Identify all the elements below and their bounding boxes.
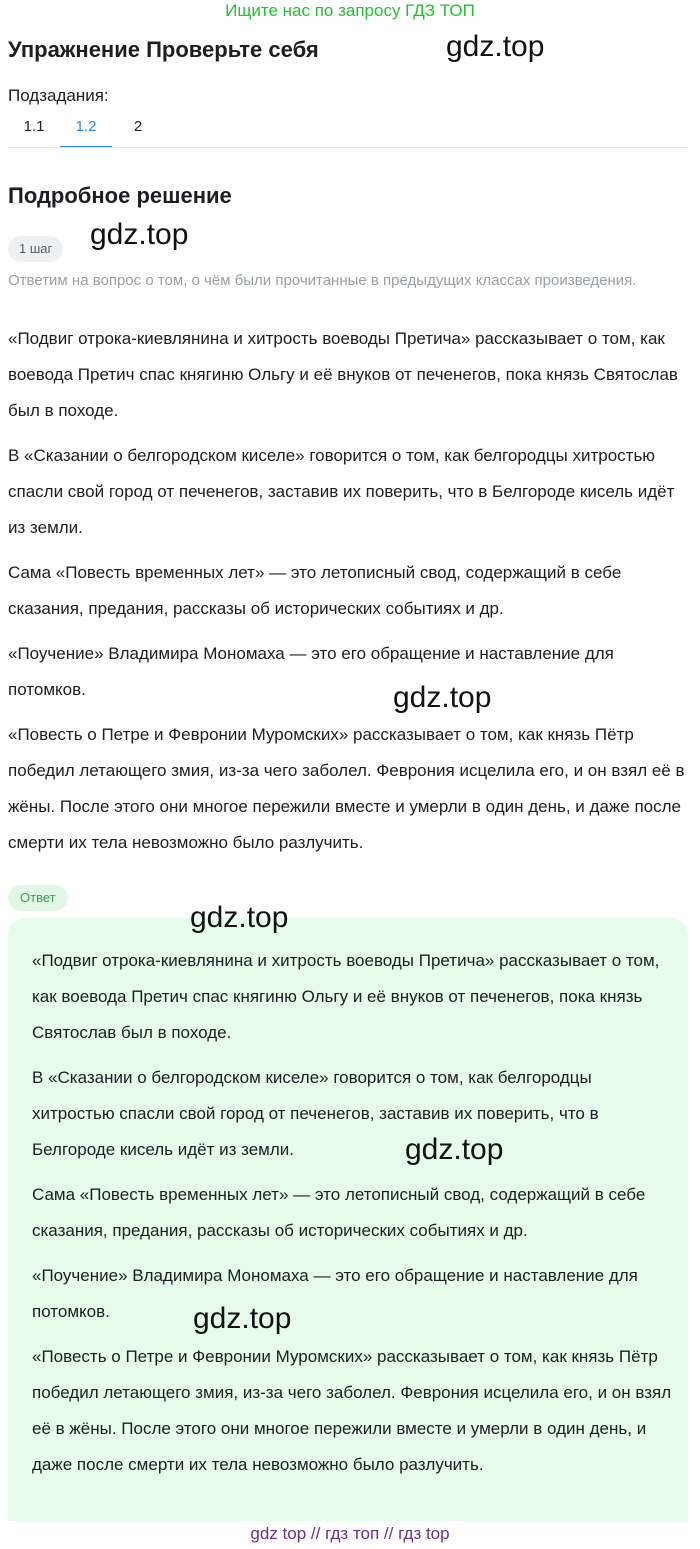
- answer-paragraph: В «Сказании о белгородском киселе» говорится о том, как белгородцы хитростью спасли свой город от печенегов, заставив их поверить, что в Белгороде кисель идёт из земли.: [32, 1068, 599, 1159]
- subtasks-label: Подзадания:: [8, 86, 109, 105]
- solution-paragraph: «Подвиг отрока-киевлянина и хитрость воеводы Претича» рассказывает о том, как воевода Претич спас княгиню Ольгу и её внуков от печенегов, пока князь Святослав был в походе.: [8, 329, 678, 420]
- page-title: Упражнение Проверьте себя: [8, 37, 319, 62]
- search-banner[interactable]: Ищите нас по запросу ГДЗ ТОП: [225, 1, 475, 20]
- step-badge: 1 шаг: [8, 236, 63, 262]
- solution-paragraph: В «Сказании о белгородском киселе» говорится о том, как белгородцы хитростью спасли свой город от печенегов, заставив их поверить, что в Белгороде кисель идёт из земли.: [8, 446, 675, 537]
- tab-1-1[interactable]: 1.1: [23, 118, 45, 135]
- solution-paragraph: «Повесть о Петре и Февронии Муромских» рассказывает о том, как князь Пётр победил летающего змия, из-за чего заболел. Феврония исцелила его, и он взял её в жёны. После этого они многое пережили вместе и умерли в один день, и даже после смерти их тела невозможно было разлучить.: [8, 725, 685, 852]
- watermark: gdz.top: [405, 1133, 504, 1166]
- watermark: gdz.top: [190, 901, 289, 934]
- section-title: Подробное решение: [8, 183, 232, 208]
- watermark: gdz.top: [90, 218, 189, 251]
- answer-paragraph: Сама «Повесть временных лет» — это летописный свод, содержащий в себе сказания, предания, рассказы об исторических событиях и др.: [32, 1185, 646, 1240]
- answer-paragraph: «Повесть о Петре и Февронии Муромских» рассказывает о том, как князь Пётр победил летающего змия, из-за чего заболел. Феврония исцелила его, и он взял её в жёны. После этого они многое пережили вместе и умерли в один день, и даже после смерти их тела невозможно было разлучить.: [32, 1347, 672, 1474]
- divider: [8, 147, 688, 148]
- footer-links[interactable]: gdz top // гдз топ // гдз top: [250, 1524, 450, 1543]
- tab-2[interactable]: 2: [133, 118, 143, 135]
- watermark: gdz.top: [446, 30, 545, 63]
- answer-paragraph: «Поучение» Владимира Мономаха — это его обращение и наставление для потомков.: [32, 1266, 638, 1321]
- answer-paragraph: «Подвиг отрока-киевлянина и хитрость воеводы Претича» рассказывает о том, как воевода Претич спас княгиню Ольгу и её внуков от печенегов, пока князь Святослав был в походе.: [32, 951, 660, 1042]
- solution-paragraph: «Поучение» Владимира Мономаха — это его обращение и наставление для потомков.: [8, 644, 614, 699]
- watermark: gdz.top: [193, 1302, 292, 1335]
- subtask-tabs: [8, 110, 164, 148]
- answer-badge: Ответ: [8, 885, 68, 911]
- watermark: gdz.top: [393, 681, 492, 714]
- step-hint: Ответим на вопрос о том, о чём были прочитанные в предыдущих классах произведения.: [8, 272, 637, 289]
- tab-1-2[interactable]: 1.2: [60, 110, 112, 148]
- solution-paragraph: Сама «Повесть временных лет» — это летописный свод, содержащий в себе сказания, предания, рассказы об исторических событиях и др.: [8, 563, 622, 618]
